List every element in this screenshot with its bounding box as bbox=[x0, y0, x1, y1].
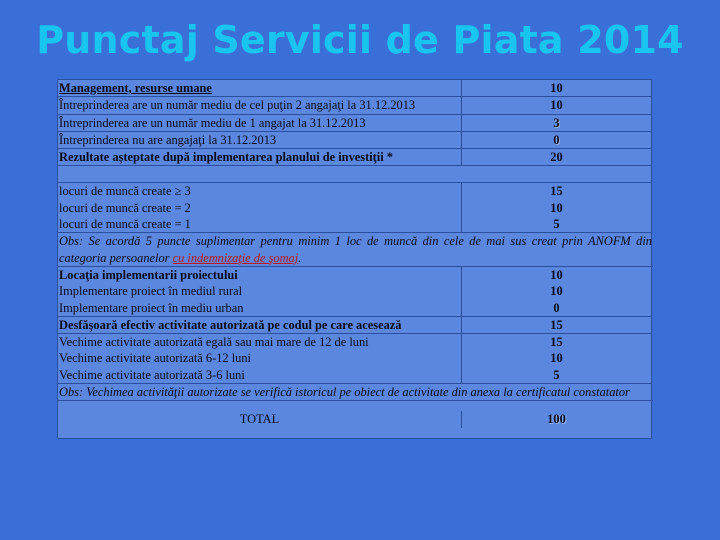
row-value: 5 bbox=[553, 217, 560, 232]
table-row bbox=[58, 115, 651, 132]
row-value: 0 bbox=[553, 132, 560, 147]
page-title: Punctaj Servicii de Piata 2014 bbox=[36, 18, 684, 62]
row-label: Vechime activitate autorizată 3-6 luni bbox=[58, 367, 462, 383]
row-value: 10 bbox=[550, 81, 563, 95]
table-row bbox=[58, 97, 651, 114]
table-row bbox=[58, 334, 651, 350]
row-label: locuri de muncă create = 2 bbox=[58, 200, 462, 216]
row-value: 5 bbox=[553, 367, 560, 382]
row-gap bbox=[58, 428, 651, 438]
row-value: 10 bbox=[550, 200, 563, 215]
obs-text: Obs: Se acordă 5 puncte suplimentar pentru minim 1 loc de muncă din cele de mai sus creat prin ANOFM din categoria persoanelor bbox=[59, 234, 652, 265]
table-row bbox=[58, 200, 651, 216]
observation-note: Obs: Vechimea activităţii autorizate se verifică istoricul pe obiect de activitate din anexa la certificatul constatator bbox=[58, 384, 653, 401]
table-row bbox=[58, 283, 651, 299]
row-label: Întreprinderea nu are angajaţi la 31.12.2013 bbox=[58, 132, 462, 148]
row-gap bbox=[58, 166, 651, 183]
row-value: 0 bbox=[553, 300, 560, 315]
row-label: Vechime activitate autorizată egală sau mai mare de 12 de luni bbox=[58, 334, 462, 350]
row-label: Implementare proiect în mediul rural bbox=[58, 283, 462, 299]
row-label: Întreprinderea are un număr mediu de 1 angajat la 31.12.2013 bbox=[58, 115, 462, 131]
row-value: 10 bbox=[550, 284, 563, 299]
obs-highlight: cu indemnizaţie de şomaj bbox=[172, 250, 299, 265]
table-row bbox=[58, 367, 651, 384]
observation-note bbox=[58, 233, 653, 267]
scoring-table bbox=[57, 79, 652, 439]
total-row bbox=[58, 411, 651, 427]
row-value: 15 bbox=[550, 184, 563, 199]
row-label: locuri de muncă create = 1 bbox=[58, 216, 462, 232]
row-value: 3 bbox=[553, 115, 560, 130]
row-value: 15 bbox=[550, 317, 563, 332]
row-label: locuri de muncă create ≥ 3 bbox=[58, 183, 462, 199]
total-label: TOTAL bbox=[58, 411, 462, 427]
table-row bbox=[58, 216, 651, 233]
table-row bbox=[58, 267, 651, 283]
row-label: Locaţia implementarii proiectului bbox=[58, 267, 462, 283]
table-row bbox=[58, 350, 651, 366]
row-label: Rezultate aşteptate după implementarea planului de investiţii * bbox=[58, 149, 462, 165]
row-label: Management, resurse umane bbox=[58, 80, 462, 96]
row-value: 10 bbox=[550, 267, 563, 282]
table-row bbox=[58, 300, 651, 317]
row-value: 15 bbox=[550, 335, 563, 350]
table-row bbox=[58, 80, 651, 97]
obs-end: . bbox=[298, 250, 302, 265]
total-value: 100 bbox=[547, 412, 566, 427]
row-label: Întreprinderea are un număr mediu de cel puţin 2 angajaţi la 31.12.2013 bbox=[58, 97, 462, 113]
row-label: Implementare proiect în mediu urban bbox=[58, 300, 462, 316]
table-row bbox=[58, 317, 651, 334]
row-label: Vechime activitate autorizată 6-12 luni bbox=[58, 350, 462, 366]
table-row bbox=[58, 149, 651, 166]
row-value: 10 bbox=[550, 98, 563, 113]
row-label: Desfăşoară efectiv activitate autorizată pe codul pe care acesează bbox=[58, 317, 462, 333]
table-row bbox=[58, 132, 651, 149]
table-row bbox=[58, 183, 651, 199]
row-value: 20 bbox=[550, 150, 563, 165]
row-gap bbox=[58, 401, 651, 411]
row-value: 10 bbox=[550, 351, 563, 366]
